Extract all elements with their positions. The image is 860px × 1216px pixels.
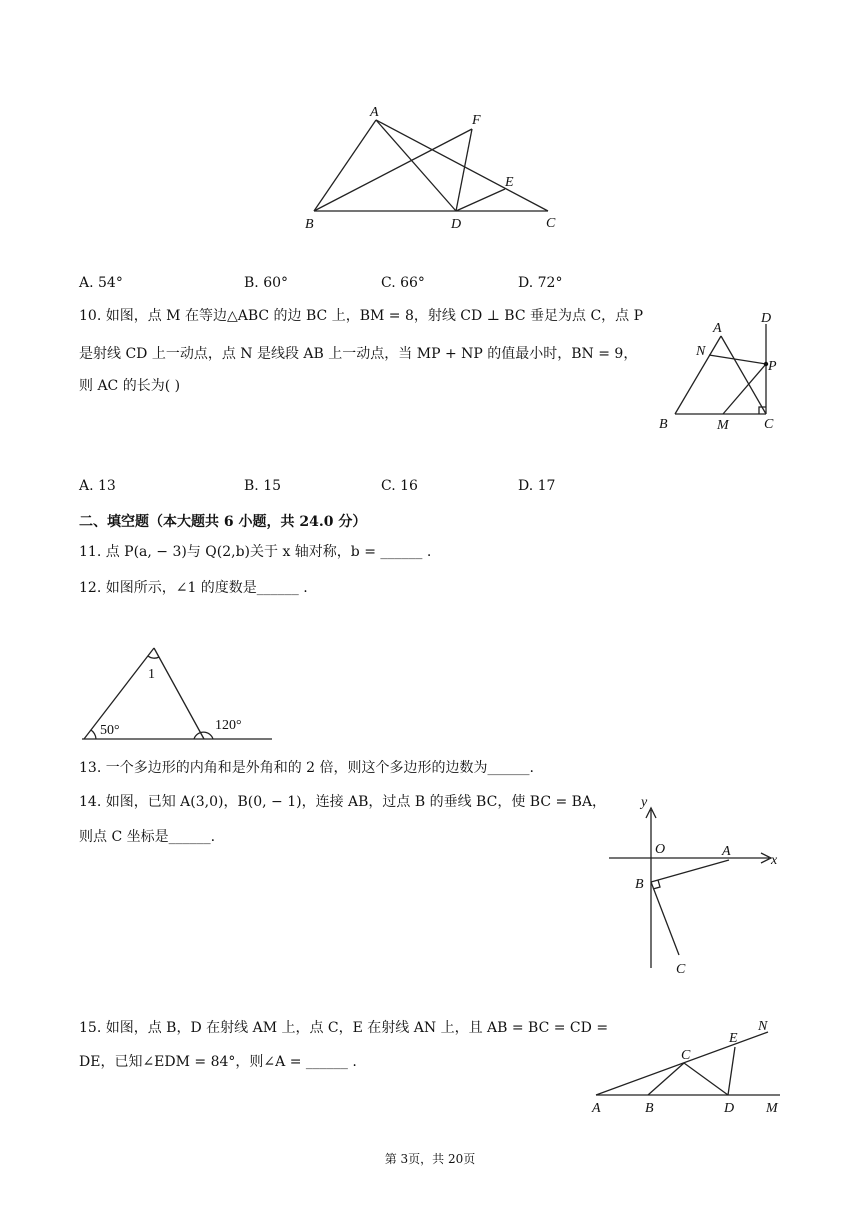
q10-option-b: B. 15 (244, 478, 282, 494)
label-a: A (722, 844, 731, 859)
q15-line-2: DE，已知∠EDM = 84°，则∠A = ______ . (79, 1054, 357, 1070)
label-d: D (451, 217, 462, 232)
q14-line-1: 14. 如图，已知 A(3,0)，B(0, − 1)，连接 AB，过点 B 的垂线 BC，使 BC = BA， (79, 794, 607, 810)
label-b: B (645, 1101, 654, 1116)
figure-q10 (655, 308, 785, 438)
q12-text: 12. 如图所示，∠1 的度数是______ . (79, 580, 308, 596)
q9-option-b: B. 60° (244, 275, 289, 291)
label-c: C (764, 417, 774, 432)
q10-line-2: 是射线 CD 上一动点，点 N 是线段 AB 上一动点，当 MP + NP 的值最小时，BN = 9， (79, 346, 638, 362)
section-heading: 二、填空题（本大题共 6 小题，共 24.0 分） (79, 514, 367, 530)
label-o: O (655, 842, 666, 857)
angle-120-label: 120° (215, 718, 242, 733)
q15-line-1: 15. 如图，点 B，D 在射线 AM 上，点 C，E 在射线 AN 上，且 AB = BC = CD = (79, 1020, 609, 1036)
q10-option-d: D. 17 (518, 478, 556, 494)
label-c: C (681, 1048, 691, 1063)
figure-q15 (588, 1012, 788, 1117)
q10-option-c: C. 16 (381, 478, 418, 494)
label-b: B (659, 417, 668, 432)
label-e: E (729, 1031, 738, 1046)
label-a: A (592, 1101, 601, 1116)
figure-q14 (605, 790, 785, 980)
page-footer: 第 3页，共 20页 (384, 1152, 476, 1166)
q9-option-a: A. 54° (79, 275, 123, 291)
label-e: E (505, 175, 514, 190)
q10-line-1: 10. 如图，点 M 在等边△ABC 的边 BC 上，BM = 8，射线 CD ⊥ BC 垂足为点 C，点 P (79, 308, 644, 324)
q10-line-3: 则 AC 的长为( ) (79, 378, 181, 394)
label-c: C (676, 962, 686, 977)
q9-option-d: D. 72° (518, 275, 563, 291)
angle-1-label: 1 (148, 667, 155, 682)
label-c: C (546, 216, 556, 231)
label-x: x (771, 853, 778, 868)
label-m: M (717, 418, 729, 433)
q13-text: 13. 一个多边形的内角和是外角和的 2 倍，则这个多边形的边数为______. (79, 760, 534, 776)
label-b: B (305, 217, 314, 232)
figure-q12 (80, 640, 280, 745)
label-y: y (641, 795, 648, 810)
label-p: P (768, 359, 777, 374)
q9-option-c: C. 66° (381, 275, 425, 291)
label-n: N (758, 1019, 768, 1034)
figure-q9 (290, 100, 580, 240)
label-d: D (761, 311, 772, 326)
label-b: B (635, 877, 644, 892)
angle-50-label: 50° (100, 723, 120, 738)
label-m: M (766, 1101, 778, 1116)
label-a: A (370, 105, 379, 120)
label-a: A (713, 321, 722, 336)
q11-text: 11. 点 P(a, − 3)与 Q(2,b)关于 x 轴对称，b = ______ . (79, 544, 432, 560)
label-n: N (696, 344, 706, 359)
q10-option-a: A. 13 (79, 478, 116, 494)
q14-line-2: 则点 C 坐标是______. (79, 829, 216, 845)
label-f: F (472, 113, 481, 128)
label-d: D (724, 1101, 735, 1116)
